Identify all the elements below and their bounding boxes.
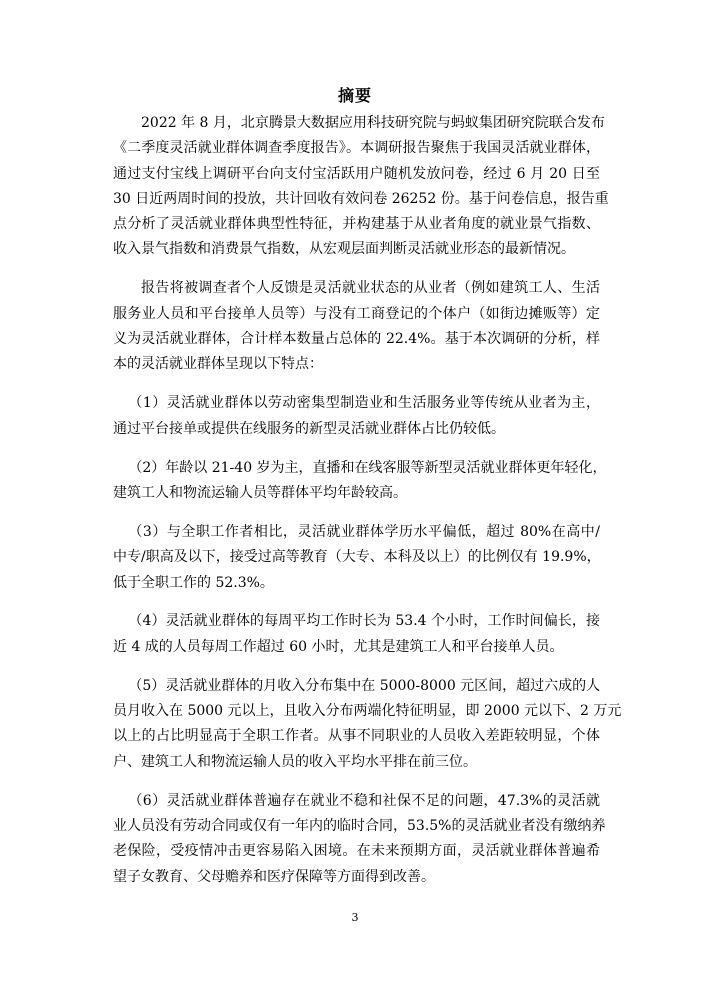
paragraph-line: 义为灵活就业群体，合计样本数量占总体的 22.4%。基于本次调研的分析，样 [113,331,600,348]
paragraph-line: 员月收入在 5000 元以上，且收入分布两端化特征明显，即 2000 元以下、2 万元 [113,703,622,720]
paragraph-line: 近 4 成的人员每周工作超过 60 小时，尤其是建筑工人和平台接单人员。 [113,638,564,655]
paragraph-line: 通过平台接单或提供在线服务的新型灵活就业群体占比仍较低。 [113,420,505,437]
paragraph-line: （5）灵活就业群体的月收入分布集中在 5000-8000 元区间，超过六成的人 [128,677,601,694]
paragraph-line: 中专/职高及以下，接受过高等教育（大专、本科及以上）的比例仅有 19.9%， [113,549,601,566]
paragraph-line: （6）灵活就业群体普遍存在就业不稳和社保不足的问题，47.3%的灵活就 [128,792,600,809]
definition-paragraph [113,276,600,377]
paragraph-line: （3）与全职工作者相比，灵活就业群体学历水平偏低，超过 80%在高中/ [128,523,600,540]
paragraph-line: 户、建筑工人和物流运输人员的收入平均水平排在前三位。 [113,753,477,770]
paragraph-line: 2022 年 8 月，北京腾景大数据应用科技研究院与蚂蚁集团研究院联合发布 [141,115,605,131]
intro-paragraph [113,111,609,263]
paragraph-line: 本的灵活就业群体呈现以下特点： [113,356,323,373]
abstract-title: 摘要 [337,86,372,105]
paragraph-line: 《二季度灵活就业群体调查季度报告》。本调研报告聚焦于我国灵活就业群体， [113,140,600,157]
paragraph-line: 以上的占比明显高于全职工作者。从事不同职业的人员收入差距较明显，个体 [113,728,600,745]
paragraph-line: （2）年龄以 21-40 岁为主，直播和在线客服等新型灵活就业群体更年轻化， [128,459,607,476]
paragraph-line: 服务业人员和平台接单人员等）与没有工商登记的个体户（如街边摊贩等）定 [113,305,600,322]
paragraph-line: 通过支付宝线上调研平台向支付宝活跃用户随机发放问卷，经过 6 月 20 日至 [113,165,600,182]
paragraph-line: 点分析了灵活就业群体典型性特征，并构建基于从业者角度的就业景气指数、 [113,216,600,233]
finding-1-paragraph [113,391,600,442]
paragraph-line: 报告将被调查者个人反馈是灵活就业状态的从业者（例如建筑工人、生活 [141,280,600,297]
finding-4-paragraph [113,609,600,660]
paragraph-line: 低于全职工作的 52.3%。 [113,574,274,591]
paragraph-line: 30 日近两周时间的投放，共计回收有效问卷 26252 份。基于问卷信息，报告重 [113,190,609,207]
paragraph-line: 业人员没有劳动合同或仅有一年内的临时合同，53.5%的灵活就业者没有缴纳养 [113,817,606,834]
finding-2-paragraph [113,456,607,507]
finding-3-paragraph [113,520,600,596]
paragraph-line: 望子女教育、父母赡养和医疗保障等方面得到改善。 [113,868,435,885]
paragraph-line: 建筑工人和物流运输人员等群体平均年龄较高。 [113,484,407,501]
paragraph-line: （4）灵活就业群体的每周平均工作时长为 53.4 个小时，工作时间偏长，接 [128,613,600,630]
abstract-body [113,111,622,890]
finding-6-paragraph [113,789,606,890]
paragraph-line: 老保险，受疫情冲击更容易陷入困境。在未来预期方面，灵活就业群体普遍希 [113,843,600,860]
finding-5-paragraph [113,674,622,775]
paragraph-line: 收入景气指数和消费景气指数，从宏观层面判断灵活就业形态的最新情况。 [113,241,575,258]
page-number: 3 [351,911,359,924]
paragraph-line: （1）灵活就业群体以劳动密集型制造业和生活服务业等传统从业者为主， [128,395,600,412]
